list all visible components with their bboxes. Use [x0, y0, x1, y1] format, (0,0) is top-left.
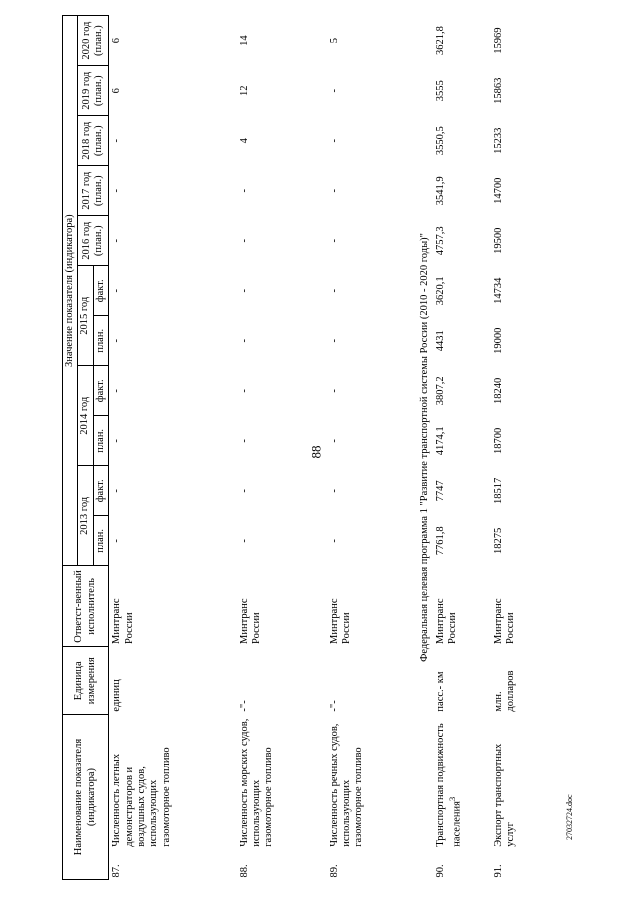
value-cell: - — [328, 88, 340, 93]
value-cell: 3807,2 — [435, 376, 446, 406]
value-cell: - — [238, 389, 250, 393]
value-cell: 19500 — [493, 227, 504, 254]
row-name — [433, 715, 491, 850]
header-responsible: Ответст-венный исполнитель — [63, 566, 109, 647]
header-2014: 2014 год — [78, 366, 93, 466]
value-cell: 3541,9 — [435, 176, 446, 206]
header-2020: 2020 год (план.) — [78, 16, 109, 66]
value-cell: 12 — [238, 85, 250, 96]
value-cell: - — [111, 339, 123, 343]
value-cell: - — [328, 239, 340, 243]
rotated-table-container — [62, 15, 582, 880]
table-row — [433, 16, 491, 880]
header-2015-plan: план. — [93, 316, 108, 366]
value-cell: - — [111, 289, 123, 293]
value-cell: - — [238, 539, 250, 543]
header-2013: 2013 год — [78, 466, 93, 566]
value-cell: - — [111, 389, 123, 393]
value-cell: - — [328, 489, 340, 493]
value-cell: 15863 — [493, 77, 504, 104]
table-body — [109, 16, 536, 880]
value-cell: - — [238, 289, 250, 293]
value-cell: 19000 — [493, 327, 504, 354]
row-responsible: Минтранс России — [238, 598, 262, 644]
value-cell: - — [238, 189, 250, 193]
row-name-text: Транспортная подвижность населения — [435, 723, 463, 847]
value-cell: 4174,1 — [435, 426, 446, 456]
row-index: 88. — [238, 864, 250, 878]
header-2019: 2019 год (план.) — [78, 66, 109, 116]
value-cell: - — [238, 439, 250, 443]
value-cell: 14700 — [493, 177, 504, 204]
header-2014-fact: факт. — [93, 366, 108, 416]
value-cell: - — [328, 539, 340, 543]
document-footer: 27032724.doc — [565, 794, 574, 840]
row-unit: -"- — [238, 700, 250, 712]
row-responsible: Минтранс России — [435, 598, 459, 644]
header-2013-plan: план. — [93, 516, 108, 566]
row-responsible: Минтранс России — [111, 598, 135, 644]
header-2014-plan: план. — [93, 416, 108, 466]
indicators-table — [62, 15, 536, 880]
row-unit: -"- — [328, 700, 340, 712]
row-unit: пасс.- км — [435, 671, 446, 712]
value-cell: - — [238, 489, 250, 493]
value-cell: 5 — [328, 37, 340, 44]
value-cell: 3550,5 — [435, 126, 446, 156]
table-header — [63, 16, 109, 880]
program-title: Федеральная целевая программа 1 "Развитие транспортной системы России (2010 - 2020 годы)" — [418, 233, 430, 662]
table-row — [109, 16, 237, 880]
value-cell: 3620,1 — [435, 276, 446, 306]
header-name: Наименование показателя (индикатора) — [63, 715, 109, 880]
value-cell: - — [111, 539, 123, 543]
page-number: 88 — [308, 445, 324, 459]
table-row — [491, 16, 536, 880]
value-cell: 14 — [238, 35, 250, 46]
value-cell: 18517 — [493, 477, 504, 504]
table-row — [327, 16, 417, 880]
row-unit: единиц — [111, 679, 123, 712]
row-index: 91. — [493, 864, 504, 878]
value-cell: - — [328, 189, 340, 193]
value-cell: - — [111, 138, 123, 143]
row-responsible: Минтранс России — [493, 598, 517, 644]
value-cell: - — [111, 489, 123, 493]
row-index: 87. — [111, 864, 123, 878]
value-cell: 7747 — [435, 480, 446, 502]
value-cell: 6 — [111, 88, 123, 94]
value-cell: 15969 — [493, 27, 504, 54]
footnote-mark: 3 — [447, 796, 458, 802]
value-cell: 3555 — [435, 80, 446, 102]
value-cell: - — [328, 439, 340, 443]
value-cell: - — [238, 339, 250, 343]
table-row — [237, 16, 327, 880]
row-unit: млн. долларов — [493, 670, 517, 712]
value-cell: - — [111, 439, 123, 443]
header-2017: 2017 год (план.) — [78, 166, 109, 216]
value-cell: 15233 — [493, 127, 504, 154]
value-cell: 4757,3 — [435, 226, 446, 256]
value-cell: - — [111, 239, 123, 243]
header-2018: 2018 год (план.) — [78, 116, 109, 166]
value-cell: - — [328, 339, 340, 343]
value-cell: - — [328, 138, 340, 143]
header-2015-fact: факт. — [93, 266, 108, 316]
row-name: Экспорт транспортных услуг — [493, 743, 517, 847]
header-unit: Единица измерения — [63, 647, 109, 715]
value-cell: 4431 — [435, 330, 446, 352]
header-2013-fact: факт. — [93, 466, 108, 516]
header-2016: 2016 год (план.) — [78, 216, 109, 266]
program-heading-row — [417, 16, 433, 880]
value-cell: 18275 — [493, 527, 504, 554]
row-name: Численность летных демонстраторов и воздушных судов, использующих газомоторное топливо — [111, 747, 172, 847]
value-cell: 14734 — [493, 277, 504, 304]
row-name: Численность морских судов, использующих газомоторное топливо — [238, 718, 275, 847]
row-responsible: Минтранс России — [328, 598, 352, 644]
value-cell: - — [328, 389, 340, 393]
header-values-group: Значение показателя (индикатора) — [63, 16, 78, 566]
value-cell: - — [238, 239, 250, 243]
row-index: 90. — [435, 864, 446, 878]
value-cell: 18240 — [493, 377, 504, 404]
row-index: 89. — [328, 864, 340, 878]
row-name: Численность речных судов, использующих газомоторное топливо — [328, 723, 365, 847]
value-cell: - — [111, 189, 123, 193]
value-cell: 6 — [111, 37, 123, 44]
value-cell: 18700 — [493, 427, 504, 454]
value-cell: 7761,8 — [435, 526, 446, 556]
value-cell: 3621,8 — [435, 26, 446, 56]
header-2015: 2015 год — [78, 266, 93, 366]
value-cell: 4 — [238, 138, 250, 144]
value-cell: - — [328, 289, 340, 293]
